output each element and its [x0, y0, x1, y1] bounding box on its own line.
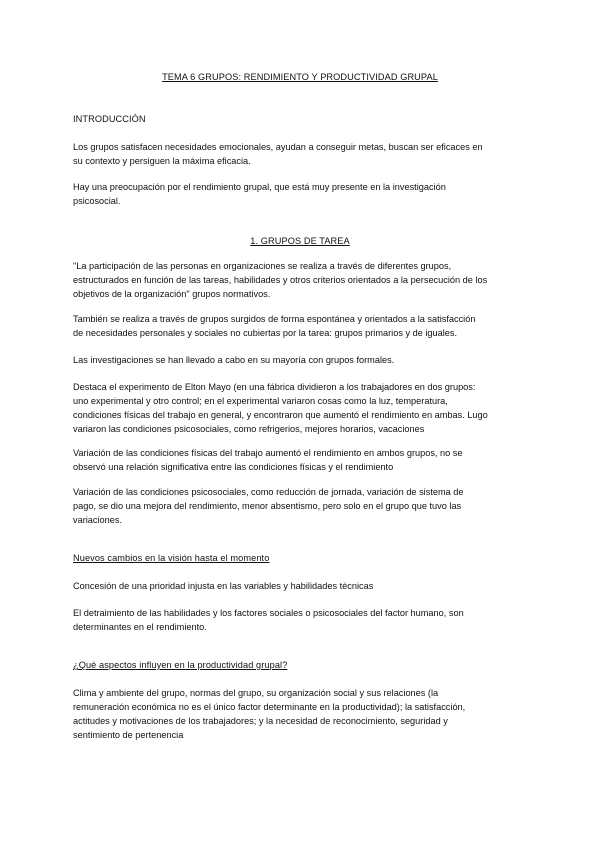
text-line: También se realiza a través de grupos surgidos de forma espontánea y orientados a la satisfacción [73, 314, 476, 324]
text-line: uno experimental y otro control; en el experimental variaron cosas como la luz, temperatura, [73, 396, 448, 406]
text-line: remuneración económica no es el único factor determinante en la productividad); la satisfacción, [73, 702, 466, 712]
text-line: pago, se dio una mejora del rendimiento, menor absentismo, pero solo en el grupo que tuvo las [73, 501, 462, 511]
text-line: psicosocial. [73, 196, 121, 206]
section-1-paragraph-4 [73, 380, 533, 436]
section-1-heading: 1. GRUPOS DE TAREA [250, 236, 350, 246]
section-1-paragraph-2 [73, 312, 533, 340]
text-line: de necesidades personales y sociales no cubiertas por la tarea: grupos primarios y de iguales. [73, 328, 458, 338]
text-line: variaciones. [73, 515, 123, 525]
text-line: actitudes y motivaciones de los trabajadores; y la necesidad de reconocimiento, seguridad y [73, 716, 448, 726]
text-line: Destaca el experimento de Elton Mayo (en una fábrica dividieron a los trabajadores en dos grupos: [73, 382, 476, 392]
section-1-paragraph-3 [73, 353, 533, 367]
text-line: su contexto y persiguen la máxima eficacia. [73, 156, 251, 166]
text-line: Las investigaciones se han llevado a cabo en su mayoría con grupos formales. [73, 355, 395, 365]
text-line: Variación de las condiciones físicas del trabajo aumentó el rendimiento en ambos grupos, no se [73, 448, 463, 458]
text-line: Los grupos satisfacen necesidades emocionales, ayudan a conseguir metas, buscan ser eficaces en [73, 142, 483, 152]
section-1-paragraph-5 [73, 446, 533, 474]
subsection-2-paragraph-1 [73, 686, 533, 742]
text-line: Variación de las condiciones psicosociales, como reducción de jornada, variación de sistema de [73, 487, 464, 497]
text-line: variaron las condiciones psicosociales, como refrigerios, mejores horarios, vacaciones [73, 424, 425, 434]
subsection-1-paragraph-1 [73, 579, 533, 593]
text-line: objetivos de la organización" grupos normativos. [73, 289, 271, 299]
document-title: TEMA 6 GRUPOS: RENDIMIENTO Y PRODUCTIVIDAD GRUPAL [162, 72, 438, 82]
intro-heading: INTRODUCCIÓN [73, 114, 146, 124]
intro-paragraph-2 [73, 180, 533, 208]
section-1-paragraph-6 [73, 485, 533, 527]
text-line: Clima y ambiente del grupo, normas del grupo, su organización social y sus relaciones (la [73, 688, 439, 698]
text-line: observó una relación significativa entre las condiciones físicas y el rendimiento [73, 462, 394, 472]
text-line: estructurados en función de las tareas, habilidades y otros criterios orientados a la persecución de los [73, 275, 488, 285]
subsection-1-paragraph-2 [73, 606, 533, 634]
text-line: sentimiento de pertenencia [73, 730, 184, 740]
text-line: Concesión de una prioridad injusta en las variables y habilidades técnicas [73, 581, 374, 591]
text-line: Hay una preocupación por el rendimiento grupal, que está muy presente en la investigación [73, 182, 446, 192]
intro-paragraph-1 [73, 140, 533, 168]
section-1-paragraph-1 [73, 259, 533, 301]
text-line: "La participación de las personas en organizaciones se realiza a través de diferentes grupos, [73, 261, 452, 271]
text-line: El detraimiento de las habilidades y los factores sociales o psicosociales del factor humano, son [73, 608, 464, 618]
text-line: condiciones físicas del trabajo en general, y encontraron que aumentó el rendimiento en ambas. Lugo [73, 410, 488, 420]
subsection-1-heading: Nuevos cambios en la visión hasta el momento [73, 553, 270, 563]
text-line: determinantes en el rendimiento. [73, 622, 207, 632]
subsection-2-heading: ¿Qué aspectos influyen en la productividad grupal? [73, 660, 288, 670]
